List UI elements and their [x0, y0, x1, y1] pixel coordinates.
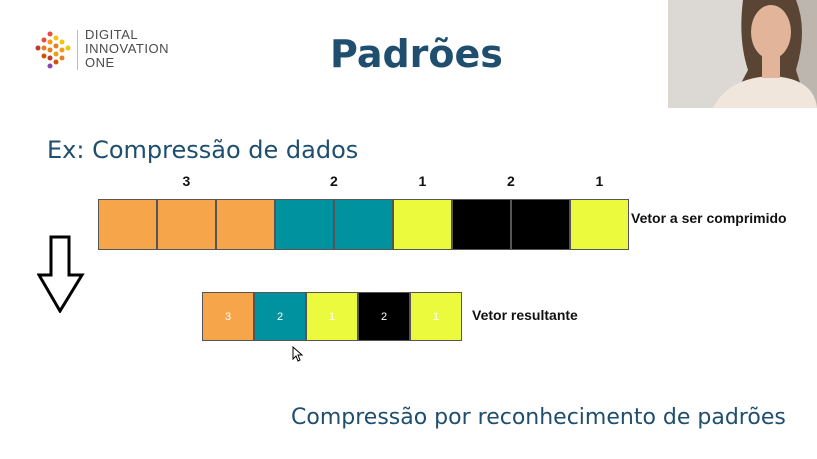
- input-cell: [334, 199, 393, 250]
- logo-dots-icon: [34, 28, 74, 70]
- result-cell: 1: [410, 292, 462, 341]
- slide-title: Padrões: [330, 32, 503, 76]
- run-count-label: 1: [418, 173, 427, 189]
- result-cell: 2: [358, 292, 410, 341]
- logo-line-1: DIGITAL: [85, 27, 139, 42]
- input-cell: [452, 199, 511, 250]
- run-count-label: 1: [595, 173, 604, 189]
- mouse-cursor-icon: [292, 346, 304, 362]
- result-cell: 3: [202, 292, 254, 341]
- slide-subtitle: Ex: Compressão de dados: [47, 136, 359, 164]
- slide-footer: Compressão por reconhecimento de padrões: [291, 405, 786, 430]
- logo-line-2: INNOVATION: [85, 41, 169, 56]
- digital-innovation-one-logo: [34, 28, 184, 74]
- input-cell: [275, 199, 334, 250]
- result-cell: 2: [254, 292, 306, 341]
- input-cell: [216, 199, 275, 250]
- logo-line-3: ONE: [85, 55, 115, 70]
- logo-divider: [77, 30, 78, 70]
- input-cell: [157, 199, 216, 250]
- result-cell: 1: [306, 292, 358, 341]
- run-count-label: 3: [182, 173, 191, 189]
- input-cell: [98, 199, 157, 250]
- run-count-label: 2: [330, 173, 338, 189]
- input-cell: [570, 199, 629, 250]
- input-vector-label: Vetor a ser comprimido: [631, 210, 787, 226]
- presenter-video-icon: [668, 0, 817, 108]
- down-arrow-icon: [37, 235, 85, 313]
- webcam-overlay: [668, 0, 817, 108]
- input-cell: [393, 199, 452, 250]
- logo-wordmark: [85, 28, 169, 70]
- result-vector-label: Vetor resultante: [472, 307, 578, 323]
- input-cell: [511, 199, 570, 250]
- run-count-label: 2: [507, 173, 515, 189]
